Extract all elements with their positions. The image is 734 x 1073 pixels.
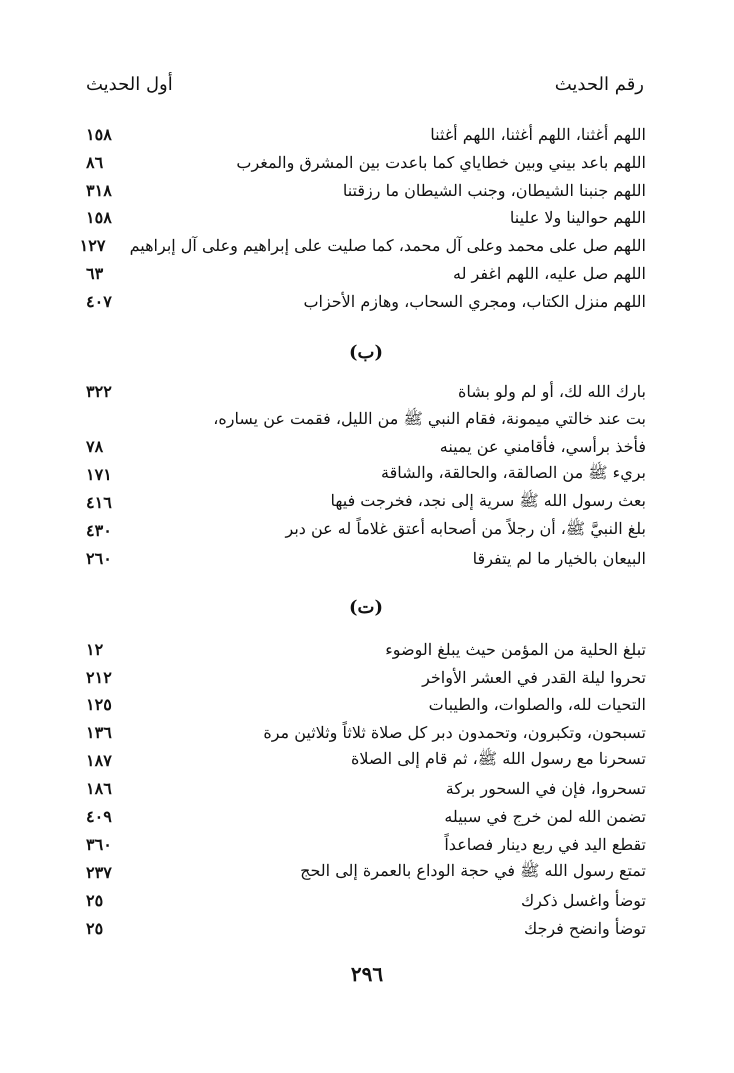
list-item: تبلغ الحلية من المؤمن حيث يبلغ الوضوء ١٢ — [86, 639, 646, 659]
list-item: توضأ وانضح فرجك ٢٥ — [86, 918, 646, 938]
list-item: اللهم باعد بيني وبين خطاياي كما باعدت بين المشرق والمغرب ٨٦ — [86, 152, 646, 172]
section-heading-t: (ت) — [349, 597, 383, 618]
list-item: تسحرنا مع رسول الله ﷺ، ثم قام إلى الصلاة ١٨٧ — [86, 748, 646, 770]
column-header — [86, 74, 644, 95]
list-item: اللهم جنبنا الشيطان، وجنب الشيطان ما رزقتنا ٣١٨ — [86, 180, 646, 200]
list-item: بريء ﷺ من الصالقة، والحالقة، والشاقة ١٧١ — [86, 462, 646, 484]
list-item: اللهم أغثنا، اللهم أغثنا، اللهم أغثنا ١٥٨ — [86, 124, 646, 144]
list-item: تضمن الله لمن خرج في سبيله ٤٠٩ — [86, 806, 646, 826]
list-item: التحيات لله، والصلوات، والطيبات ١٢٥ — [86, 694, 646, 714]
list-item: تقطع اليد في ربع دينار فصاعداً ٣٦٠ — [86, 834, 646, 854]
list-item: تحروا ليلة القدر في العشر الأواخر ٢١٢ — [86, 667, 646, 687]
list-item: اللهم صل عليه، اللهم اغفر له ٦٣ — [86, 263, 646, 283]
header-hadith-number: رقم الحديث — [554, 74, 644, 95]
list-item: اللهم منزل الكتاب، ومجري السحاب، وهازم الأحزاب ٤٠٧ — [86, 291, 646, 311]
list-item: توضأ واغسل ذكرك ٢٥ — [86, 890, 646, 910]
page-number: ٢٩٦ — [350, 962, 384, 986]
list-item: تسحروا، فإن في السحور بركة ١٨٦ — [86, 778, 646, 798]
list-item: اللهم صل على محمد وعلى آل محمد، كما صليت على إبراهيم وعلى آل إبراهيم ١٢٧ — [79, 235, 646, 255]
section-heading-b: (ب) — [349, 342, 383, 363]
list-item: فأخذ برأسي، فأقامني عن يمينه ٧٨ — [86, 436, 646, 456]
list-item: بت عند خالتي ميمونة، فقام النبي ﷺ من الليل، فقمت عن يساره، — [213, 408, 646, 428]
list-item: بعث رسول الله ﷺ سرية إلى نجد، فخرجت فيها ٤١٦ — [86, 490, 646, 512]
list-item: بلغ النبيَّ ﷺ، أن رجلاً من أصحابه أعتق غلاماً له عن دبر ٤٣٠ — [86, 518, 646, 540]
list-item: بارك الله لك، أو لم ولو بشاة ٣٢٢ — [86, 381, 646, 401]
list-item: البيعان بالخيار ما لم يتفرقا ٢٦٠ — [86, 548, 646, 568]
header-first-words: أول الحديث — [86, 74, 173, 95]
list-item: اللهم حوالينا ولا علينا ١٥٨ — [86, 207, 646, 227]
list-item: تمتع رسول الله ﷺ في حجة الوداع بالعمرة إلى الحج ٢٣٧ — [86, 860, 646, 882]
list-item: تسبحون، وتكبرون، وتحمدون دبر كل صلاة ثلاثاً وثلاثين مرة ١٣٦ — [86, 722, 646, 742]
